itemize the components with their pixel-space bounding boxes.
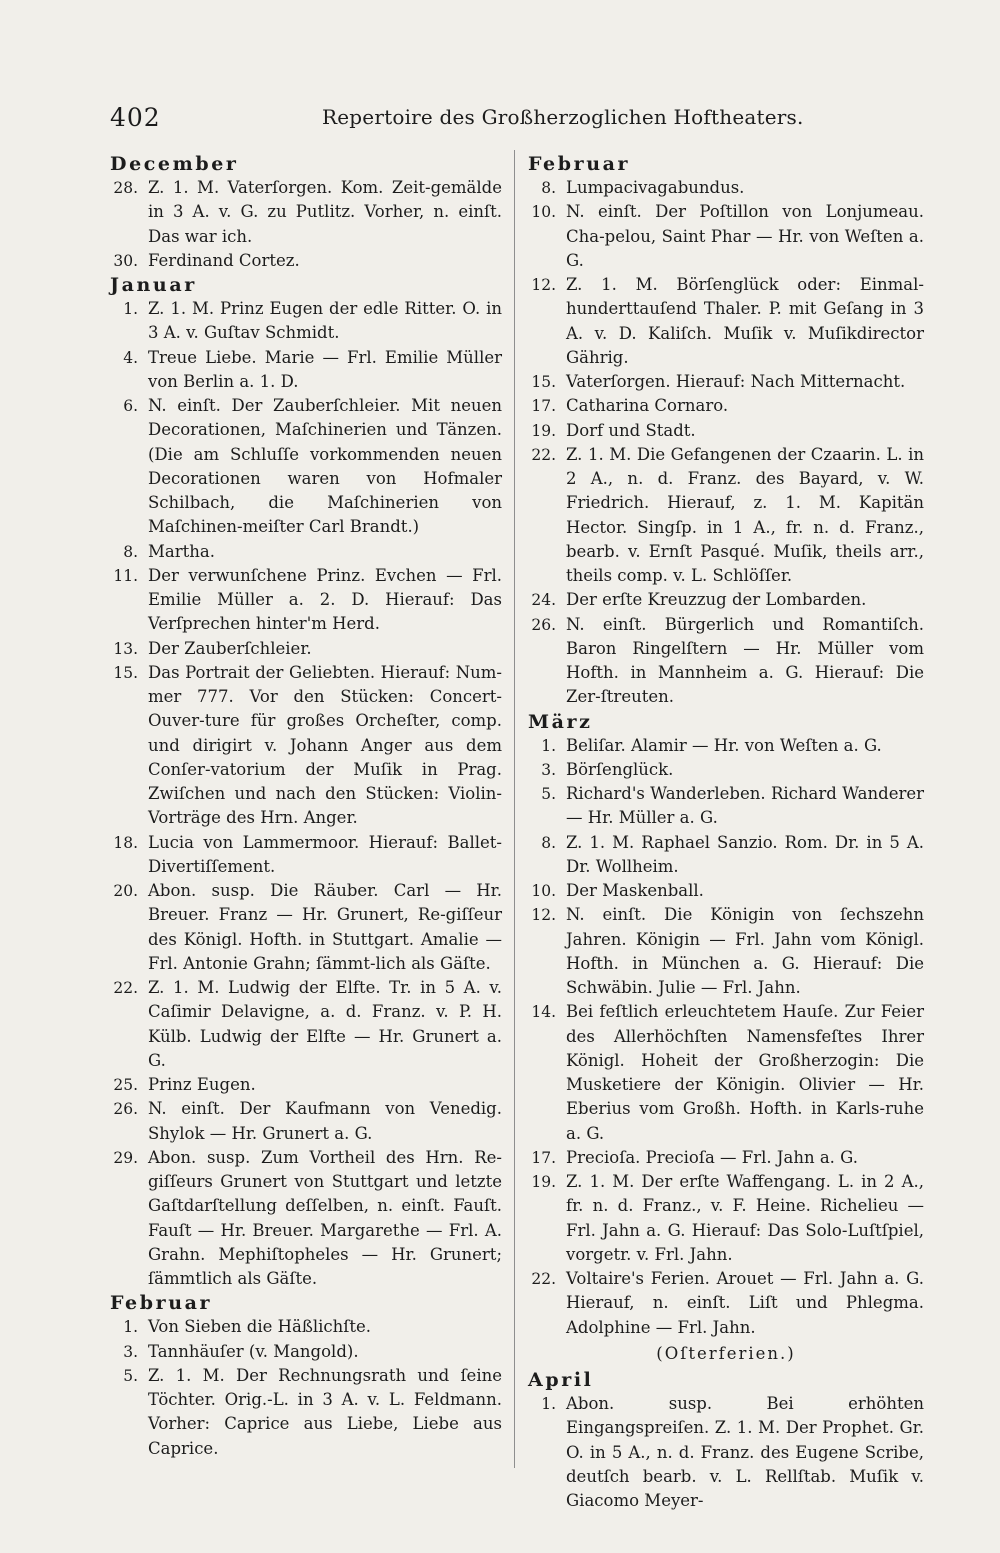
entry-text: Abon. susp. Bei erhöhten Eingangspreiſen. Z. 1. M. Der Prophet. Gr. O. in 5 A., n. d. Franz. des Eugene Scribe, deutſch bearb. v. L. Rellſtab. Muſik v. Giacomo Meyer- <box>566 1394 924 1510</box>
month-heading: Februar <box>528 153 631 175</box>
repertoire-entry <box>528 419 924 443</box>
entry-text: Lucia von Lammermoor. Hierauf: Ballet-Divertiſſement. <box>148 832 502 876</box>
column-divider <box>514 150 515 1468</box>
repertoire-entry <box>528 613 924 710</box>
repertoire-entry <box>110 1364 502 1461</box>
entry-text: Das Portrait der Geliebten. Hierauf: Num-mer 777. Vor den Stücken: Concert-Ouver-ture für großes Orcheſter, comp. und dirigirt v. Johann Anger aus dem Conſer-vatorium der Muſik in Prag. Zwiſchen und nach den Stücken: Violin-Vorträge des Hrn. Anger. <box>148 662 502 828</box>
entry-day: 5. <box>541 785 556 803</box>
repertoire-entry <box>528 734 924 758</box>
month-section <box>110 1291 502 1461</box>
entry-day: 10. <box>531 882 556 900</box>
entry-text: N. einſt. Der Zauberſchleier. Mit neuen Decorationen, Maſchinerien und Tänzen. (Die am Schluſſe vorkommenden neuen Decorationen waren von Hofmaler Schilbach, die Maſchinerien von Maſchinen-meiſter Carl Brandt.) <box>148 396 502 537</box>
entry-text: Z. 1. M. Raphael Sanzio. Rom. Dr. in 5 A. Dr. Wollheim. <box>566 832 924 876</box>
entry-day: 24. <box>531 591 556 610</box>
entry-day: 8. <box>541 833 556 852</box>
entry-day: 19. <box>531 421 556 440</box>
month-heading: März <box>528 710 593 733</box>
repertoire-entry <box>110 831 502 880</box>
entry-text: Z. 1. M. Der erſte Waffengang. L. in 2 A., fr. n. d. Franz., v. F. Heine. Richelieu — Frl. Jahn a. G. Hierauf: Das Solo-Luſtſpiel, vorgetr. v. Frl. Jahn. <box>566 1172 924 1264</box>
repertoire-entry <box>528 394 924 418</box>
repertoire-entry <box>110 564 502 637</box>
entry-day: 1. <box>541 1395 556 1413</box>
page-header <box>110 103 950 143</box>
month-section <box>528 1368 924 1513</box>
entry-day: 26. <box>113 1100 138 1119</box>
repertoire-entry <box>110 637 502 661</box>
entry-day: 22. <box>531 445 556 464</box>
entry-text: Z. 1. M. Prinz Eugen der edle Ritter. O. in 3 A. v. Guſtav Schmidt. <box>148 299 502 343</box>
entry-day: 12. <box>531 276 556 294</box>
season-break-note: (Oſterferien.) <box>656 1343 796 1363</box>
entry-day: 22. <box>531 1270 556 1288</box>
entry-text: Börſenglück. <box>566 759 674 779</box>
entry-day: 30. <box>113 251 138 270</box>
repertoire-entry <box>528 1267 924 1340</box>
entry-day: 17. <box>531 1148 556 1167</box>
entry-text: Ferdinand Cortez. <box>148 250 300 270</box>
repertoire-entry <box>528 758 924 782</box>
entry-day: 1. <box>123 1318 138 1337</box>
entry-day: 13. <box>113 639 138 658</box>
month-section <box>528 710 924 1367</box>
repertoire-entry <box>528 588 924 612</box>
repertoire-entry <box>110 1097 502 1146</box>
repertoire-entry <box>528 200 924 273</box>
repertoire-entry <box>110 976 502 1073</box>
month-heading: December <box>110 153 239 175</box>
entry-text: Der Maskenball. <box>566 881 704 900</box>
entry-text: Z. 1. M. Börſenglück oder: Einmal-hunderttauſend Thaler. P. mit Geſang in 3 A. v. D. Kaliſch. Muſik v. Muſikdirector Gährig. <box>566 275 924 367</box>
entry-text: Der erſte Kreuzzug der Lombarden. <box>566 590 867 610</box>
entry-text: Precioſa. Precioſa — Frl. Jahn a. G. <box>566 1147 858 1167</box>
repertoire-entry <box>528 782 924 831</box>
entry-day: 19. <box>531 1173 556 1191</box>
right-column <box>528 152 924 1513</box>
repertoire-entry <box>110 1315 502 1339</box>
entry-day: 8. <box>541 179 556 197</box>
entry-day: 5. <box>123 1366 138 1385</box>
entry-text: Z. 1. M. Der Rechnungsrath und ſeine Töchter. Orig.-L. in 3 A. v. L. Feldmann. Vorher: Caprice aus Liebe, Liebe aus Caprice. <box>148 1365 502 1458</box>
entry-day: 10. <box>531 203 556 222</box>
entry-day: 22. <box>113 979 138 997</box>
entry-text: Treue Liebe. Marie — Frl. Emilie Müller von Berlin a. 1. D. <box>148 347 502 391</box>
running-title: Repertoire des Großherzoglichen Hoftheaters. <box>322 105 804 129</box>
entry-day: 28. <box>113 179 138 197</box>
repertoire-entry <box>528 1146 924 1170</box>
entry-text: Lumpacivagabundus. <box>566 178 745 197</box>
entry-day: 18. <box>113 833 138 852</box>
entry-day: 12. <box>531 906 556 925</box>
entry-text: Richard's Wanderleben. Richard Wanderer — Hr. Müller a. G. <box>566 784 924 828</box>
repertoire-entry <box>528 176 924 200</box>
repertoire-entry <box>110 346 502 395</box>
entry-day: 8. <box>123 542 138 561</box>
repertoire-entry <box>528 273 924 370</box>
entry-text: N. einſt. Bürgerlich und Romantiſch. Baron Ringelſtern — Hr. Müller vom Hofth. in Mannheim a. G. Hierauf: Die Zer-ſtreuten. <box>566 614 924 707</box>
entry-day: 3. <box>123 1342 138 1361</box>
entry-text: Abon. susp. Zum Vortheil des Hrn. Re-giſſeurs Grunert von Stuttgart und letzte Gaſtdarſtellung deſſelben, n. einſt. Fauſt. Fauſt — Hr. Breuer. Margarethe — Frl. A. Grahn. Mephiſtopheles — Hr. Grunert; ſämmtlich als Gäſte. <box>148 1147 502 1288</box>
entry-day: 29. <box>113 1148 138 1167</box>
repertoire-entry <box>110 1073 502 1097</box>
month-section <box>528 152 924 710</box>
page-number: 402 <box>110 103 161 132</box>
repertoire-entry <box>110 661 502 831</box>
entry-text: Beliſar. Alamir — Hr. von Weſten a. G. <box>566 735 882 755</box>
entry-day: 26. <box>531 615 556 634</box>
entry-day: 15. <box>113 663 138 682</box>
entry-day: 11. <box>113 566 138 585</box>
entry-text: Der Zauberſchleier. <box>148 638 312 658</box>
entry-text: Abon. susp. Die Räuber. Carl — Hr. Breuer. Franz — Hr. Grunert, Re-giſſeur des Königl. Hofth. in Stuttgart. Amalie — Frl. Antonie Grahn; ſämmt-lich als Gäſte. <box>148 881 502 973</box>
repertoire-entry <box>110 394 502 540</box>
repertoire-entry <box>110 879 502 976</box>
repertoire-entry <box>110 297 502 346</box>
repertoire-entry <box>528 1170 924 1267</box>
entry-text: N. einſt. Die Königin von ſechszehn Jahren. Königin — Frl. Jahn vom Königl. Hofth. in München a. G. Hierauf: Die Schwäbin. Julie — Frl. Jahn. <box>566 905 924 997</box>
entry-text: Von Sieben die Häßlichſte. <box>148 1317 372 1337</box>
repertoire-entry <box>528 1392 924 1513</box>
entry-text: Dorf und Stadt. <box>566 420 696 440</box>
repertoire-entry <box>528 1000 924 1146</box>
entry-text: Z. 1. M. Vaterſorgen. Kom. Zeit-gemälde in 3 A. v. G. zu Putlitz. Vorher, n. einſt. Das war ich. <box>148 178 502 246</box>
entry-day: 3. <box>541 760 556 779</box>
repertoire-entry <box>110 176 502 249</box>
entry-day: 6. <box>123 397 138 415</box>
entry-text: Prinz Eugen. <box>148 1075 256 1094</box>
entry-text: Voltaire's Ferien. Arouet — Frl. Jahn a. G. Hierauf, n. einſt. Liſt und Phlegma. Adolphine — Frl. Jahn. <box>566 1269 924 1337</box>
month-heading: Januar <box>110 274 197 296</box>
repertoire-entry <box>528 370 924 394</box>
repertoire-entry <box>528 903 924 1000</box>
entry-day: 14. <box>531 1003 556 1022</box>
entry-day: 4. <box>123 348 138 367</box>
repertoire-entry <box>110 540 502 564</box>
entry-day: 25. <box>113 1076 138 1094</box>
month-section <box>110 152 502 273</box>
entry-text: N. einſt. Der Poſtillon von Lonjumeau. Cha-pelou, Saint Phar — Hr. von Weſten a. G. <box>566 202 924 270</box>
entry-text: Z. 1. M. Die Gefangenen der Czaarin. L. in 2 A., n. d. Franz. des Bayard, v. W. Friedrich. Hierauf, z. 1. M. Kapitän Hector. Singſp. in 1 A., fr. n. d. Franz., bearb. v. Ernſt Pasqué. Muſik, theils arr., theils comp. v. L. Schlöſſer. <box>566 444 924 585</box>
month-heading: April <box>528 1369 594 1391</box>
entry-text: Der verwunſchene Prinz. Evchen — Frl. Emilie Müller a. 2. D. Hierauf: Das Verſprechen hinter'm Herd. <box>148 565 502 634</box>
entry-day: 17. <box>531 397 556 416</box>
repertoire-entry <box>110 1340 502 1364</box>
entry-text: N. einſt. Der Kaufmann von Venedig. Shylok — Hr. Grunert a. G. <box>148 1099 502 1143</box>
repertoire-entry <box>110 1146 502 1292</box>
repertoire-entry <box>528 831 924 880</box>
entry-text: Tannhäuſer (v. Mangold). <box>148 1341 359 1361</box>
repertoire-entry <box>528 443 924 589</box>
month-heading: Februar <box>110 1292 213 1315</box>
entry-text: Catharina Cornaro. <box>566 396 729 416</box>
entry-day: 1. <box>123 300 138 318</box>
entry-text: Bei feſtlich erleuchtetem Hauſe. Zur Feier des Allerhöchſten Namensfeſtes Ihrer Königl. Hoheit der Großherzogin: Die Musketiere der Königin. Olivier — Hr. Eberius vom Großh. Hofth. in Karls-ruhe a. G. <box>566 1002 924 1143</box>
repertoire-entry <box>528 879 924 903</box>
entry-day: 1. <box>541 736 556 755</box>
entry-day: 15. <box>531 373 556 391</box>
entry-text: Martha. <box>148 541 215 561</box>
entry-text: Z. 1. M. Ludwig der Elfte. Tr. in 5 A. v. Caſimir Delavigne, a. d. Franz. v. P. H. Külb. Ludwig der Elfte — Hr. Grunert a. G. <box>148 978 502 1070</box>
repertoire-entry <box>110 249 502 273</box>
left-column <box>110 152 502 1461</box>
entry-text: Vaterſorgen. Hierauf: Nach Mitternacht. <box>566 372 906 391</box>
entry-day: 20. <box>113 882 138 900</box>
month-section <box>110 273 502 1291</box>
